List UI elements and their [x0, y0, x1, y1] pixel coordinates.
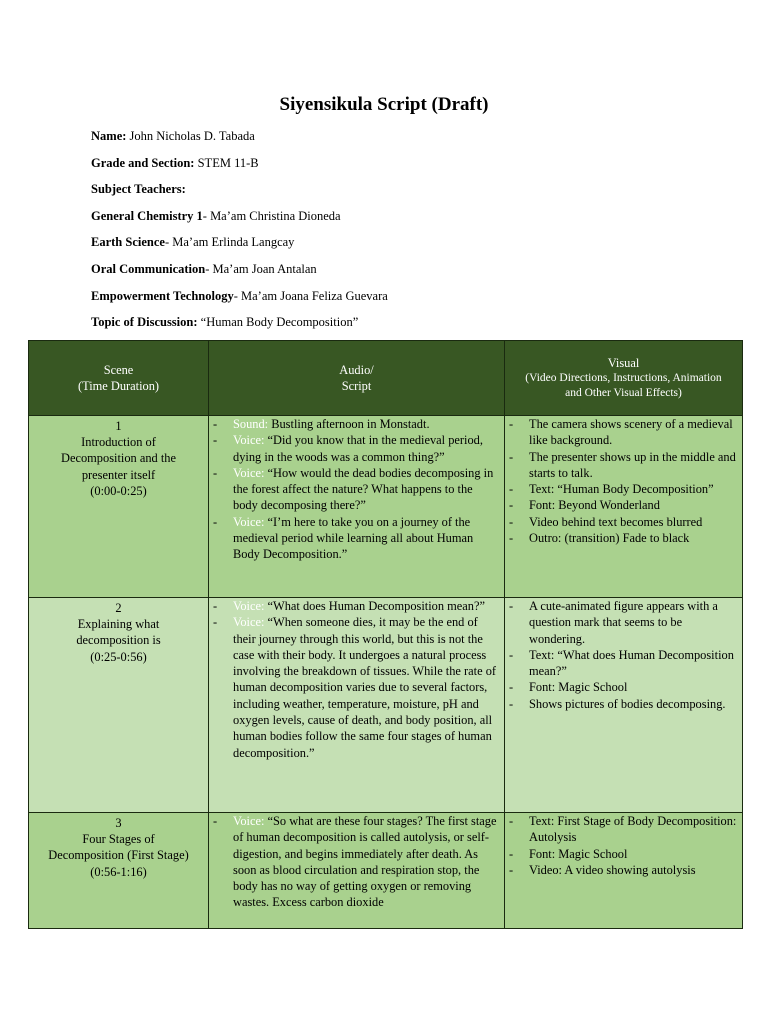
audio-clip: [213, 813, 498, 924]
audio-cue: Sound:: [233, 417, 269, 431]
audio-item: [211, 432, 498, 465]
info-value: - Ma’am Erlinda Langcay: [164, 235, 295, 250]
header-audio: [209, 341, 505, 416]
header-visual-line: and Other Visual Effects): [565, 387, 682, 399]
visual-text: Shows pictures of bodies decomposing.: [529, 696, 726, 711]
audio-cue: Voice:: [233, 465, 265, 480]
header-scene-line: (Time Duration): [77, 379, 160, 393]
visual-text: Video: A video showing autolysis: [529, 862, 696, 877]
visual-item: [507, 862, 738, 878]
visual-cell: [505, 416, 743, 598]
audio-text: “What does Human Decomposition mean?”: [264, 599, 485, 613]
table-header-row: [29, 341, 743, 416]
dash-bullet: -: [509, 531, 514, 546]
audio-item: [211, 465, 498, 514]
info-label: Topic of Discussion:: [91, 315, 198, 330]
info-label: Name:: [91, 129, 127, 143]
visual-item: [507, 679, 738, 695]
info-subject-teachers: [91, 181, 388, 208]
audio-list: [211, 813, 498, 911]
header-visual-line: Visual: [607, 356, 640, 370]
dash-bullet: -: [509, 814, 514, 828]
audio-cue: Voice:: [233, 433, 265, 448]
visual-list: [507, 598, 738, 712]
dash-bullet: -: [213, 615, 218, 630]
dash-bullet: -: [213, 465, 218, 480]
info-value: - Ma’am Christina Dioneda: [202, 208, 341, 223]
header-scene-line: Scene: [103, 363, 134, 377]
header-visual-line: (Video Directions, Instructions, Animation: [525, 372, 722, 384]
info-empowerment-technology: [91, 288, 388, 315]
info-oral-communication: [91, 261, 388, 288]
scene-line: presenter itself: [81, 467, 156, 482]
scene-line: 2: [115, 601, 122, 615]
visual-list: [507, 813, 738, 878]
scene-line: Four Stages of: [82, 832, 155, 847]
audio-cue: Voice:: [233, 599, 265, 613]
header-scene: [29, 341, 209, 416]
dash-bullet: -: [509, 482, 514, 497]
scene-cell: [29, 813, 209, 929]
visual-item: [507, 449, 738, 482]
audio-text: “So what are these four stages? The first stage of human decomposition is called autolysis, or self-digestion, and begins immediately after death. As soon as blood circulation and respiration stop, the body has no way of getting oxygen or removing wastes. Excess carbon dioxide: [233, 814, 497, 910]
info-label: Empowerment Technology: [91, 288, 234, 303]
info-label: Subject Teachers:: [91, 182, 186, 197]
dash-bullet: -: [509, 696, 514, 711]
visual-text: Text: First Stage of Body Decomposition: Autolysis: [529, 814, 737, 845]
info-value: John Nicholas D. Tabada: [126, 129, 255, 143]
dash-bullet: -: [213, 514, 218, 529]
scene-cell: [29, 598, 209, 813]
scene-line: decomposition is: [76, 633, 161, 648]
info-general-chemistry: [91, 208, 388, 235]
visual-text: The presenter shows up in the middle and starts to talk.: [529, 449, 736, 480]
visual-text: Text: “What does Human Decomposition mean?”: [529, 647, 734, 679]
visual-cell: [505, 598, 743, 813]
info-block: [91, 128, 388, 341]
dash-bullet: -: [509, 449, 514, 464]
dash-bullet: -: [509, 498, 514, 513]
dash-bullet: -: [213, 417, 218, 431]
info-name: [91, 128, 388, 155]
audio-text: “I’m here to take you on a journey of the medieval period while learning all about Human Body Decomposition.”: [233, 514, 474, 562]
table-row: [29, 598, 743, 813]
table-row: [29, 416, 743, 598]
dash-bullet: -: [213, 599, 218, 613]
dash-bullet: -: [509, 862, 514, 877]
info-grade-section: [91, 155, 388, 182]
visual-item: [507, 813, 738, 846]
info-topic: [91, 314, 388, 341]
scene-line: 3: [115, 816, 122, 830]
header-visual: [505, 341, 743, 416]
info-value: STEM 11-B: [194, 155, 259, 170]
audio-text: “How would the dead bodies decomposing in the forest affect the nature? What happens to the body decomposing there?”: [233, 465, 494, 513]
scene-cell: [29, 416, 209, 598]
scene-line: Explaining what: [77, 617, 160, 632]
audio-cue: Voice:: [233, 615, 265, 630]
audio-text: “Did you know that in the medieval period, dying in the woods was a common thing?”: [233, 433, 483, 464]
info-value: “Human Body Decomposition”: [197, 315, 359, 330]
audio-list: [211, 598, 498, 761]
scene-line: (0:25-0:56): [90, 649, 147, 664]
audio-item: [211, 598, 498, 614]
visual-item: [507, 481, 738, 497]
dash-bullet: -: [509, 680, 514, 695]
visual-text: Font: Magic School: [529, 846, 628, 861]
script-table: [28, 340, 743, 929]
dash-bullet: -: [509, 846, 514, 861]
visual-text: Text: “Human Body Decomposition”: [529, 482, 714, 497]
audio-cell: [209, 813, 505, 929]
audio-item: [211, 514, 498, 563]
visual-item: [507, 846, 738, 862]
dash-bullet: -: [213, 814, 218, 828]
scene-line: Decomposition (First Stage): [48, 848, 189, 863]
visual-item: [507, 530, 738, 546]
visual-text: The camera shows scenery of a medieval like background.: [529, 417, 733, 448]
scene-line: (0:00-0:25): [90, 483, 147, 498]
header-audio-line: Audio/: [339, 363, 374, 377]
scene-line: (0:56-1:16): [90, 864, 147, 879]
scene-line: Introduction of: [81, 435, 156, 450]
audio-text: Bustling afternoon in Monstadt.: [268, 417, 430, 431]
dash-bullet: -: [509, 514, 514, 529]
audio-text: “When someone dies, it may be the end of their journey through this world, but this is not the case with their body. It undergoes a natural process involving the breakdown of tissues. While the rate of human decomposition varies due to several factors, including weather, temperature, moisture, pH and oxygen levels, cause of death, and body position, all human bodies follow the same four stages of human decomposition.”: [233, 615, 497, 760]
dash-bullet: -: [509, 599, 514, 613]
scene-line: 1: [115, 419, 122, 433]
info-label: Earth Science: [91, 235, 165, 250]
visual-item: [507, 514, 738, 530]
visual-list: [507, 416, 738, 546]
audio-cue: Voice:: [233, 514, 265, 529]
dash-bullet: -: [509, 647, 514, 662]
dash-bullet: -: [509, 417, 514, 431]
info-label: Grade and Section:: [91, 155, 195, 170]
dash-bullet: -: [213, 433, 218, 448]
audio-item: [211, 614, 498, 761]
visual-item: [507, 497, 738, 513]
visual-item: [507, 598, 738, 647]
header-audio-line: Script: [341, 379, 372, 393]
table-row: [29, 813, 743, 929]
info-value: - Ma’am Joan Antalan: [205, 261, 317, 276]
scene-line: Decomposition and the: [61, 451, 176, 466]
audio-cell: [209, 416, 505, 598]
visual-item: [507, 696, 738, 712]
audio-list: [211, 416, 498, 563]
info-label: General Chemistry 1: [91, 208, 203, 223]
visual-text: A cute-animated figure appears with a question mark that seems to be wondering.: [529, 599, 718, 646]
document-title: Siyensikula Script (Draft): [279, 94, 489, 115]
audio-cell: [209, 598, 505, 813]
visual-text: Font: Magic School: [529, 680, 628, 695]
visual-text: Font: Beyond Wonderland: [529, 498, 660, 513]
visual-text: Video behind text becomes blurred: [529, 514, 703, 529]
visual-item: [507, 416, 738, 449]
visual-cell: [505, 813, 743, 929]
audio-cue: Voice:: [233, 814, 265, 828]
info-earth-science: [91, 234, 388, 261]
visual-item: [507, 647, 738, 680]
visual-text: Outro: (transition) Fade to black: [529, 531, 690, 546]
info-value: - Ma’am Joana Feliza Guevara: [233, 288, 388, 303]
audio-item: [211, 813, 498, 911]
audio-item: [211, 416, 498, 432]
info-label: Oral Communication: [91, 261, 206, 276]
